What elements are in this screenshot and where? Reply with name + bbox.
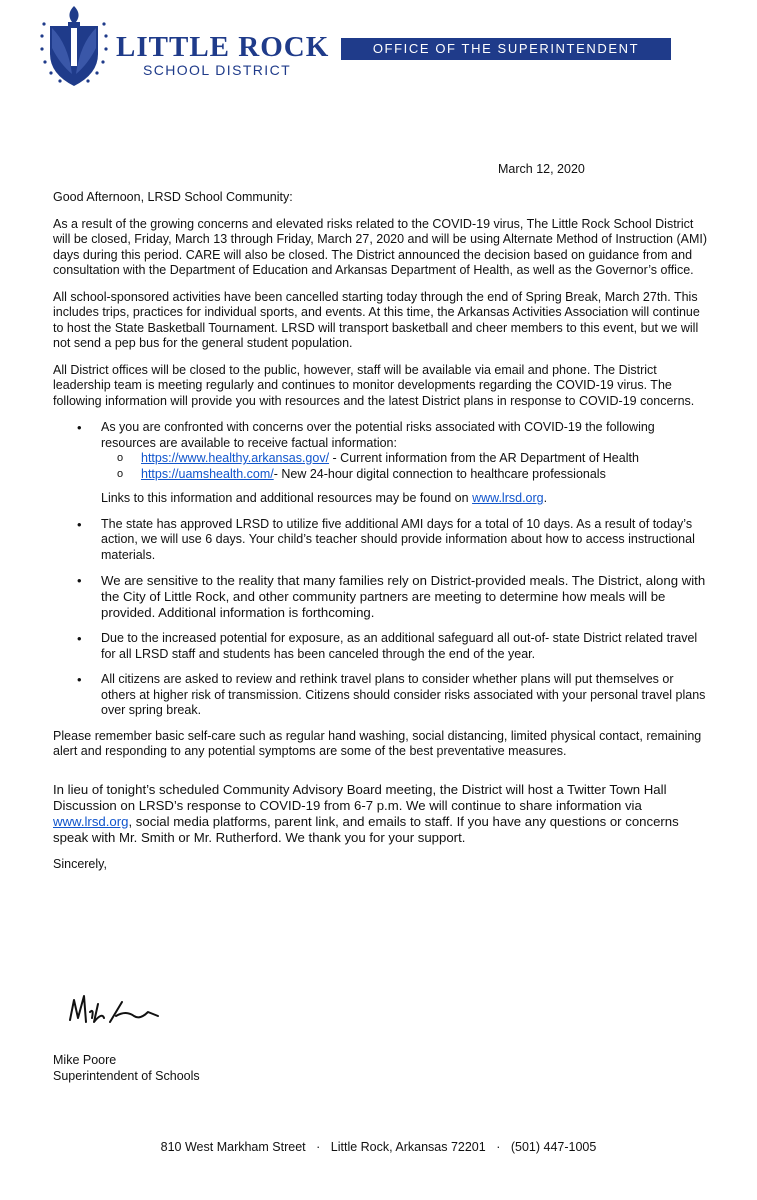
closing: Sincerely,: [53, 856, 107, 871]
reminder-paragraph: Please remember basic self-care such as regular hand washing, social distancing, limited physical contact, remaining alert and responding to any potential symptoms are some of the best preventative measures.: [53, 728, 702, 758]
paragraph: All District offices will be closed to the public, however, staff will be available via email and phone. The District leadership team is meeting regularly and continues to monitor developments regarding the COVID-19 virus. The following information will provide you with resources and the latest District plans in response to COVID-19 concerns.: [53, 362, 695, 408]
bullet-text: As you are confronted with concerns over the potential risks associated with COVID-19 the following resources are available to receive factual information:: [101, 420, 655, 450]
footer-phone: (501) 447-1005: [510, 1140, 597, 1154]
resource-link-list: [101, 451, 709, 482]
footer-separator: ·: [496, 1140, 501, 1154]
link-description: - New 24-hour digital connection to healthcare professionals: [273, 466, 606, 481]
link-description: - Current information from the AR Department of Health: [329, 451, 639, 465]
signer-title: Superintendent of Schools: [53, 1069, 200, 1083]
signer-block: [53, 1052, 200, 1084]
healthy-arkansas-link[interactable]: https://www.healthy.arkansas.gov/: [141, 451, 330, 465]
office-banner: OFFICE OF THE SUPERINTENDENT: [341, 38, 671, 60]
paragraph: All school-sponsored activities have been cancelled starting today through the end of Spring Break, March 27th. This includes trips, practices for individual sports, and events. At this time, the Arkansas Activities Association will continue to host the State Basketball Tournament. LRSD will transport basketball and cheer members to this event, but we will not send a pep bus for the general student population.: [53, 289, 700, 350]
list-item: • Due to the increased potential for exposure, as an additional safeguard all out-of- state District related travel for all LRSD staff and students has been canceled through the end of the year.: [101, 631, 709, 662]
townhall-paragraph: [53, 782, 709, 846]
footer-city: Little Rock, Arkansas 72201: [330, 1140, 486, 1154]
lrsd-website-link[interactable]: www.lrsd.org: [472, 491, 544, 505]
townhall-text: In lieu of tonight’s scheduled Community Advisory Board meeting, the District will host a Twitter Town Hall Discussion on LRSD’s response to COVID-19 from 6-7 p.m. We will continue to share information via: [53, 781, 667, 813]
letter-body: [53, 190, 709, 883]
footer-street: 810 West Markham Street: [160, 1140, 306, 1154]
greeting: Good Afternoon, LRSD School Community:: [53, 190, 293, 204]
list-item: [101, 420, 709, 507]
district-crest-logo: [38, 4, 110, 88]
list-item: • We are sensitive to the reality that many families rely on District-provided meals. The District, along with the City of Little Rock, and other community partners are meeting to determine how meals will be provided. Additional information is forthcoming.: [101, 573, 709, 621]
letterhead: [0, 0, 757, 90]
footer-separator: ·: [316, 1140, 321, 1154]
note-end: .: [543, 491, 548, 505]
signature-image: [64, 982, 164, 1032]
list-item: [141, 467, 709, 483]
lrsd-website-link[interactable]: www.lrsd.org: [53, 813, 129, 829]
footer-address: [0, 1140, 757, 1154]
list-item: • The state has approved LRSD to utilize five additional AMI days for a total of 10 days. As a result of today’s action, we will use 6 days. Your child’s teacher should provide information about how to access instructional materials.: [101, 517, 709, 564]
note-text: Links to this information and additional resources may be found on: [101, 491, 473, 505]
list-item: • All citizens are asked to review and rethink travel plans to consider whether plans will put themselves or others at higher risk of transmission. Citizens should consider risks associated with your personal travel plans over spring break.: [101, 672, 709, 719]
resources-note: [101, 491, 709, 507]
letter-date: March 12, 2020: [498, 162, 585, 176]
townhall-text-end: , social media platforms, parent link, and emails to staff. If you have any questions or concerns speak with Mr. Smith or Mr. Rutherford. We thank you for your support.: [53, 813, 679, 845]
signer-name: Mike Poore: [53, 1053, 117, 1067]
district-name: LITTLE ROCK: [116, 31, 330, 63]
bullet-list: [53, 420, 709, 719]
uams-health-link[interactable]: https://uamshealth.com/: [141, 466, 274, 481]
district-subtitle: SCHOOL DISTRICT: [143, 62, 292, 78]
list-item: [141, 451, 709, 467]
paragraph: As a result of the growing concerns and elevated risks related to the COVID-19 virus, The Little Rock School District will be closed, Friday, March 13 through Friday, March 27, 2020 and will be using Alternate Method of Instruction (AMI) days during this period. CARE will also be closed. The District announced the decision based on guidance from and consultation with the Department of Education and Arkansas Department of Health, as well as the Governor’s office.: [53, 216, 708, 277]
